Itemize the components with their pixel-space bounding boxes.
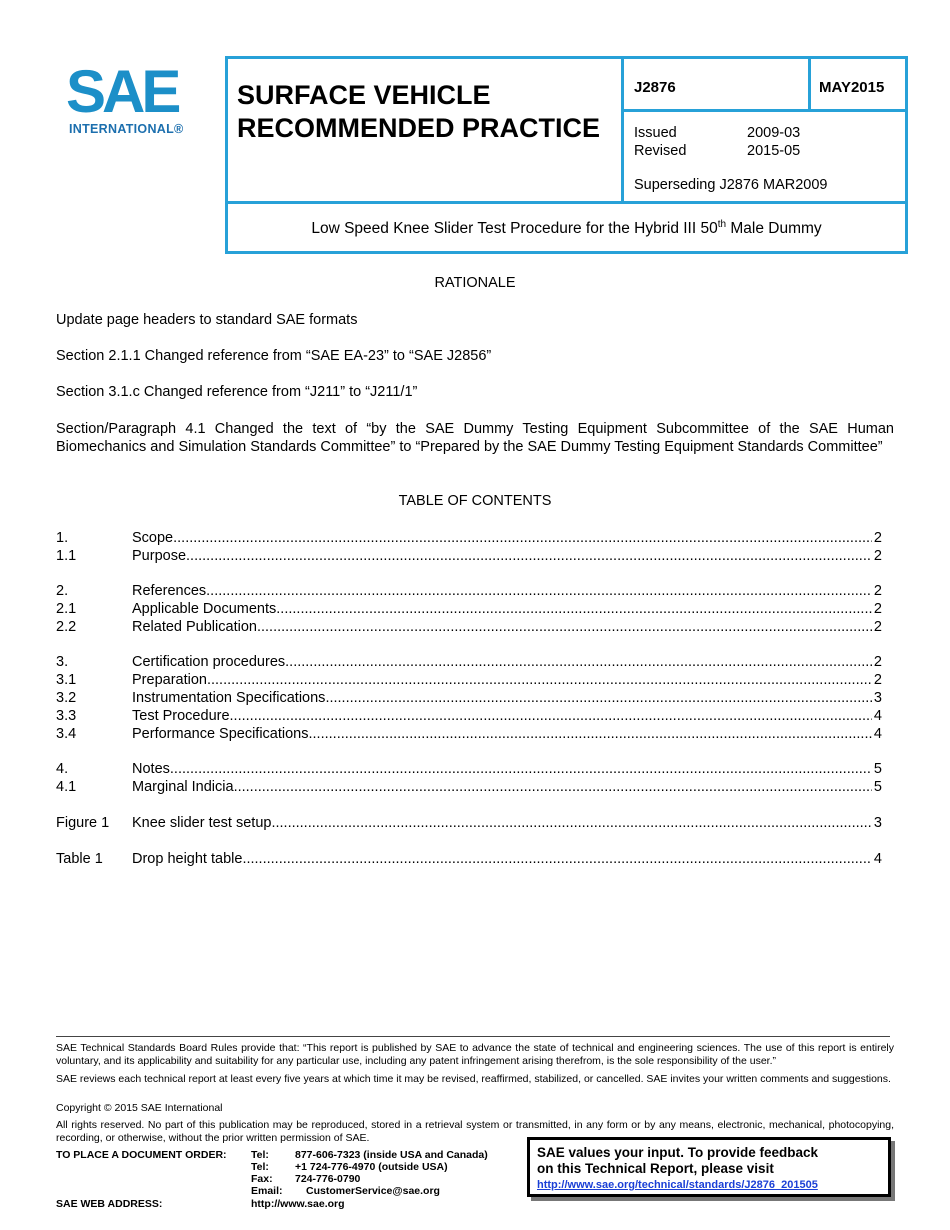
document-number: J2876 <box>634 79 676 96</box>
footer-rights-text: All rights reserved. No part of this publication may be reproduced, stored in a retrieval system or transmitted, in any form or by any means, electronic, mechanical, photocopying, recording, or otherwise, without the prior written permission of SAE. <box>56 1119 894 1144</box>
sae-logo-subtext: INTERNATIONAL® <box>69 122 184 136</box>
rationale-paragraph: Section 2.1.1 Changed reference from “SAE EA-23” to “SAE J2856” <box>56 348 492 364</box>
footer-copyright: Copyright © 2015 SAE International <box>56 1102 223 1114</box>
toc-entry[interactable]: 1. Scope ..... 2 <box>56 529 882 547</box>
rationale-paragraph: Section 3.1.c Changed reference from “J211” to “J211/1” <box>56 384 418 400</box>
feedback-link[interactable]: http://www.sae.org/technical/standards/J2876_201505 <box>537 1179 818 1191</box>
toc-entry[interactable]: Figure 1 Knee slider test setup ..... 3 <box>56 814 882 832</box>
rationale-paragraph: Update page headers to standard SAE formats <box>56 312 358 328</box>
toc-entry[interactable]: 2.1 Applicable Documents ..... 2 <box>56 600 882 618</box>
rationale-paragraph: Section/Paragraph 4.1 Changed the text of “by the SAE Dummy Testing Equipment Subcommittee of the SAE Human Biomechanics and Simulation Standards Committee” to “Prepared by the SAE Dummy Testing Equipment Standards Committee” <box>56 421 894 455</box>
table-of-contents <box>56 529 882 868</box>
toc-entry[interactable]: Table 1 Drop height table ..... 4 <box>56 850 882 868</box>
feedback-box: SAE values your input. To provide feedback on this Technical Report, please visit http://www.sae.org/technical/standards/J2876_201505 <box>527 1137 891 1197</box>
toc-entry[interactable]: 2. References ..... 2 <box>56 582 882 600</box>
toc-heading: TABLE OF CONTENTS <box>398 493 552 509</box>
footer-review-text: SAE reviews each technical report at least every five years at which time it may be revised, reaffirmed, stabilized, or cancelled. SAE invites your written comments and suggestions. <box>56 1073 891 1085</box>
document-header-box <box>225 56 908 254</box>
toc-entry[interactable]: 3.3 Test Procedure ..... 4 <box>56 707 882 725</box>
toc-entry[interactable]: 3.4 Performance Specifications ..... 4 <box>56 725 882 743</box>
toc-entry[interactable]: 3.2 Instrumentation Specifications ..... 3 <box>56 689 882 707</box>
toc-entry[interactable]: 2.2 Related Publication ..... 2 <box>56 618 882 636</box>
document-type-title: SURFACE VEHICLE RECOMMENDED PRACTICE <box>237 80 601 143</box>
document-date: MAY2015 <box>819 79 885 96</box>
web-address-link[interactable]: http://www.sae.org <box>251 1198 345 1210</box>
issue-info: Issued 2009-03 Revised 2015-05 <box>634 125 801 159</box>
footer-rules-text: SAE Technical Standards Board Rules provide that: “This report is published by SAE to advance the state of technical and engineering sciences. The use of this report is entirely voluntary, and its applicability and suitability for any particular use, including any patent infringement arising therefrom, is the sole responsibility of the user.” <box>56 1042 894 1067</box>
superseding-info: Superseding J2876 MAR2009 <box>634 177 828 193</box>
toc-entry[interactable]: 4.1 Marginal Indicia ..... 5 <box>56 778 882 796</box>
sae-logo-mark: SAE <box>66 58 178 125</box>
toc-entry[interactable]: 3. Certification procedures ..... 2 <box>56 653 882 671</box>
document-subtitle: Low Speed Knee Slider Test Procedure for the Hybrid III 50th Male Dummy <box>311 219 822 238</box>
toc-entry[interactable]: 1.1 Purpose ..... 2 <box>56 547 882 565</box>
footer-divider <box>56 1036 890 1037</box>
rationale-heading: RATIONALE <box>434 275 516 291</box>
email-link[interactable]: CustomerService@sae.org <box>306 1185 440 1197</box>
toc-entry[interactable]: 3.1 Preparation ..... 2 <box>56 671 882 689</box>
toc-entry[interactable]: 4. Notes ..... 5 <box>56 760 882 778</box>
